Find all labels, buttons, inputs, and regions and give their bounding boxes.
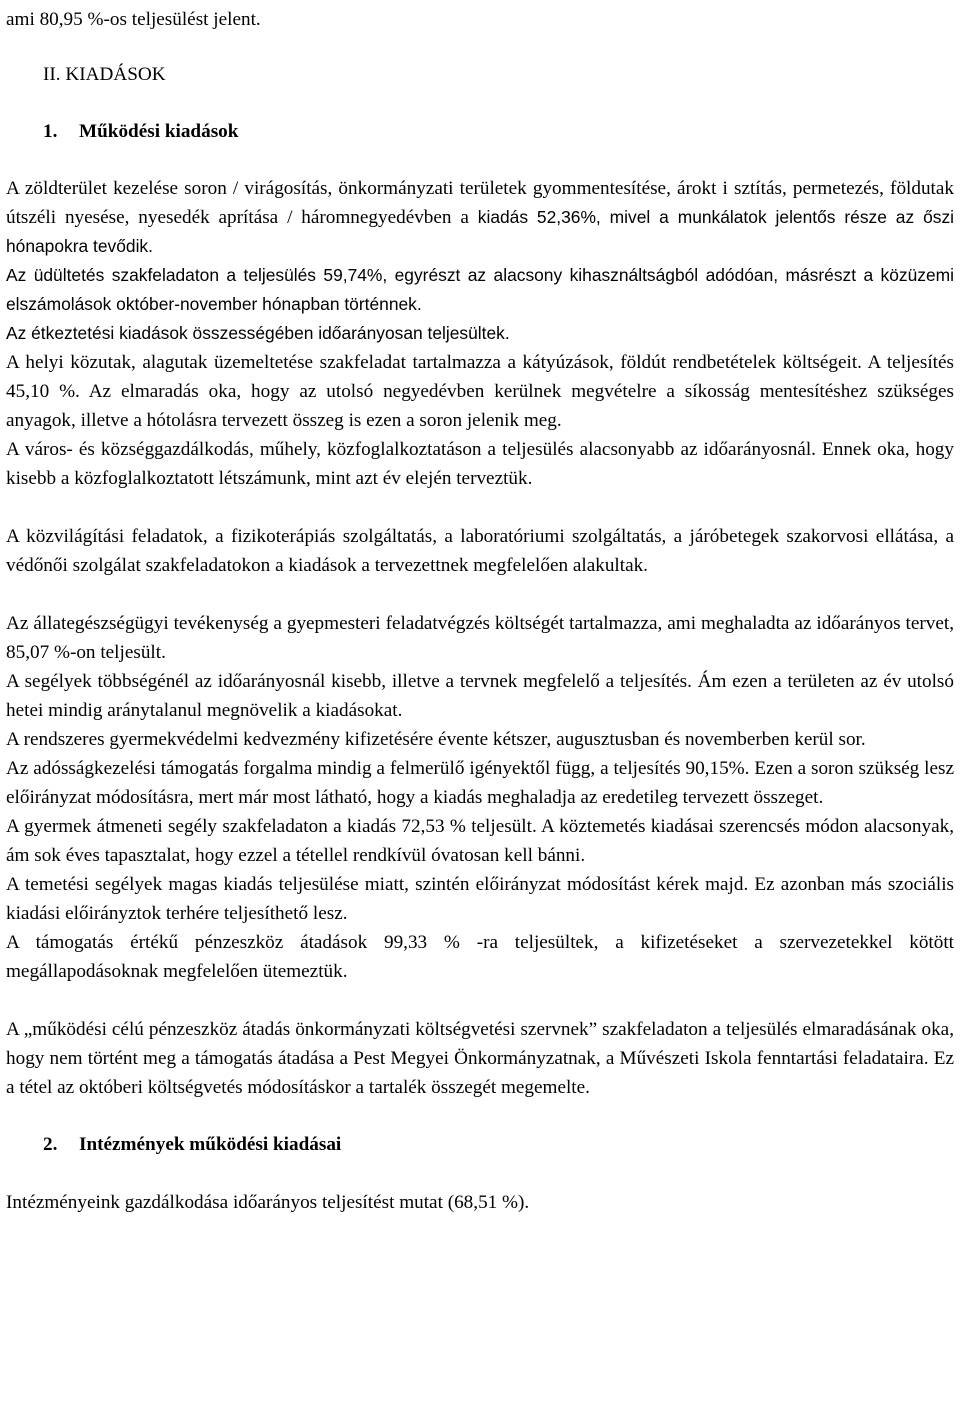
subsection-2-title: Intézmények működési kiadásai: [79, 1134, 342, 1155]
paragraph-kozvilagitas: A közvilágítási feladatok, a fizikoterápiás szolgáltatás, a laboratóriumi szolgáltatás, a járóbetegek szakorvosi ellátása, a védőnői szolgálat szakfeladatokon a kiadások a tervezettnek megfelelően alakultak.: [6, 526, 954, 576]
paragraph-intezmenyek: Intézményeink gazdálkodása időarányos teljesítést mutat (68,51 %).: [6, 1192, 530, 1213]
paragraph-zoldterulet: [6, 174, 954, 261]
paragraph-allategeszsegugy: Az állategészségügyi tevékenység a gyepmesteri feladatvégzés költségét tartalmazza, ami meghaladta az időarányos tervet, 85,07 %-on teljesült.: [6, 613, 954, 663]
paragraph-penzeszkoz-atadas: A támogatás értékű pénzeszköz átadások 99,33 % -ra teljesültek, a kifizetéseket a szervezetekkel kötött megállapodásoknak megfelelően ütemeztük.: [6, 932, 954, 982]
paragraph-segelyek: A segélyek többségénél az időarányosnál kisebb, illetve a tervnek megfelelő a teljesítés. Ám ezen a területen az év utolsó hetei mindig aránytalanul megnövelik a kiadásokat.: [6, 671, 954, 721]
subsection-1-heading: [6, 117, 954, 146]
paragraph-zoldterulet-text: A zöldterület kezelése soron / virágosítás, önkormányzati területek gyommentesítése, árokt i sztítás, permetezés, földutak útszéli nyesése, nyesedék aprítása / háromnegyedévben a: [6, 178, 954, 228]
paragraph-etkeztetes: Az étkeztetési kiadások összességében időarányosan teljesültek.: [6, 323, 510, 343]
paragraph-gyermekvedelmi: A rendszeres gyermekvédelmi kedvezmény kifizetésére évente kétszer, augusztusban és novemberben kerül sor.: [6, 729, 866, 750]
paragraph-zoldterulet-last: kiadás 52,36%, mivel a munkálatok jelentős része az őszi hónapokra tevődik.: [6, 207, 954, 256]
subsection-1-number: 1.: [43, 121, 58, 142]
paragraph-udultetes: Az üdültetés szakfeladaton a teljesülés 59,74%, egyrészt az alacsony kihasználtságból adódóan, másrészt a közüzemi elszámolások október-november hónapban történnek.: [6, 265, 954, 314]
paragraph-kozutak: A helyi közutak, alagutak üzemeltetése szakfeladat tartalmazza a kátyúzások, földút rendbetételek költségeit. A teljesítés 45,10 %. Az elmaradás oka, hogy az utolsó negyedévben kerülnek megvételre a síkosság mentesítéshez szükséges anyagok, illetve a hótolásra tervezett összeg is ezen a soron jelenik meg.: [6, 352, 954, 431]
paragraph-atmeneti-segely: A gyermek átmeneti segély szakfeladaton a kiadás 72,53 % teljesült. A köztemetés kiadásai szerencsés módon alacsonyak, ám sok éves tapasztalat, hogy ezzel a tétellel rendkívül óvatosan kell bánni.: [6, 816, 954, 866]
top-line: ami 80,95 %-os teljesülést jelent.: [6, 9, 261, 30]
subsection-1-title: Működési kiadások: [79, 121, 239, 142]
paragraph-varosgazdalkodas: A város- és községgazdálkodás, műhely, közfoglalkoztatáson a teljesülés alacsonyabb az időarányosnál. Ennek oka, hogy kisebb a közfoglalkoztatott létszámunk, mint azt év elején terveztük.: [6, 439, 954, 489]
subsection-2-heading: [6, 1130, 954, 1159]
paragraph-mukodesi-celu: A „működési célú pénzeszköz átadás önkormányzati költségvetési szervnek” szakfeladaton a teljesülés elmaradásának oka, hogy nem történt meg a támogatás átadása a Pest Megyei Önkormányzatnak, a Művészeti Iskola fenntartási feladataira. Ez a tétel az októberi költségvetés módosításkor a tartalék összegét megemelte.: [6, 1019, 954, 1098]
document-page: [0, 5, 960, 1421]
paragraph-temetesi-segely: A temetési segélyek magas kiadás teljesülése miatt, szintén előirányzat módosítást kérek majd. Ez azonban más szociális kiadási előirányztok terhére teljesíthető lesz.: [6, 874, 954, 924]
paragraph-adossagkezeles: Az adósságkezelési támogatás forgalma mindig a felmerülő igényektől függ, a teljesítés 90,15%. Ezen a soron szükség lesz előirányzat módosításra, mert már most látható, hogy a kiadás meghaladja az eredetileg tervezett összeget.: [6, 758, 954, 808]
subsection-2-number: 2.: [43, 1134, 58, 1155]
section-ii-heading: II. KIADÁSOK: [43, 64, 166, 85]
